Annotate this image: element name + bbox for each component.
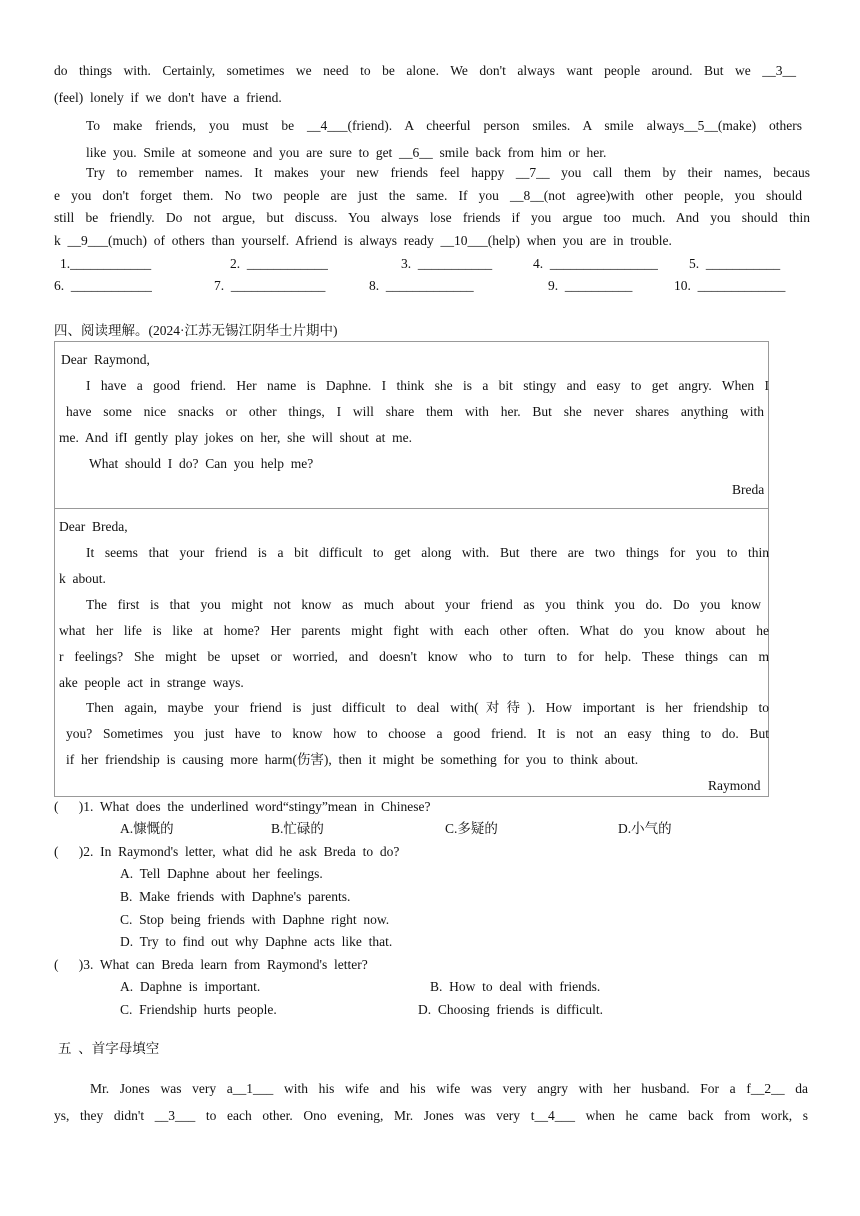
question-stem: ( )3. What can Breda learn from Raymond's letter? <box>54 957 368 972</box>
letter-greeting: Dear Raymond, <box>61 352 150 367</box>
letter-line: Then again, maybe your friend is just difficult to deal with(对待). How important is her friendship to <box>86 700 769 715</box>
option[interactable]: D. Try to find out why Daphne acts like that. <box>120 934 393 949</box>
letter-line: you? Sometimes you just have to know how to choose a good friend. It is not an easy thing to do. But <box>66 726 769 741</box>
answer-blank-8[interactable]: 8. _____________ <box>369 278 474 293</box>
option[interactable]: D.小气的 <box>618 821 672 836</box>
letter-signature: Raymond <box>708 778 761 793</box>
answer-blank-4[interactable]: 4. ________________ <box>533 256 658 271</box>
option[interactable]: D. Choosing friends is difficult. <box>418 1002 603 1017</box>
section-heading: 四、阅读理解。(2024·江苏无锡江阴华士片期中) <box>54 323 338 338</box>
answer-blank-7[interactable]: 7. ______________ <box>214 278 326 293</box>
passage-line: e you don't forget them. No two people are just the same. If you __8__(not agree)with other people, you should <box>54 188 802 203</box>
letter-greeting: Dear Breda, <box>59 519 128 534</box>
letter-line: me. And ifI gently play jokes on her, she will shout at me. <box>59 430 413 445</box>
answer-blank-10[interactable]: 10. _____________ <box>674 278 786 293</box>
letter-line: what her life is like at home? Her parents might fight with each other often. What do you know about he <box>59 623 769 638</box>
passage-line: like you. Smile at someone and you are sure to get __6__ smile back from him or her. <box>86 145 607 160</box>
option[interactable]: A.慷慨的 <box>120 821 174 836</box>
passage-line: ys, they didn't __3___ to each other. Ono evening, Mr. Jones was very t__4___ when he came back from work, s <box>54 1108 808 1123</box>
passage-line: To make friends, you must be __4___(friend). A cheerful person smiles. A smile always__5__(make) others <box>86 118 802 133</box>
letter-box <box>54 341 769 509</box>
passage-line: (feel) lonely if we don't have a friend. <box>54 90 282 105</box>
option[interactable]: B. Make friends with Daphne's parents. <box>120 889 351 904</box>
letter-line: have some nice snacks or other things, I will share them with her. But she never shares anything with <box>66 404 764 419</box>
letter-line: k about. <box>59 571 106 586</box>
letter-line: r feelings? She might be upset or worried, and doesn't know who to turn to for help. These things can m <box>59 649 769 664</box>
option[interactable]: C.多疑的 <box>445 821 498 836</box>
option[interactable]: B.忙碌的 <box>271 821 324 836</box>
letter-line: I have a good friend. Her name is Daphne. I think she is a bit stingy and easy to get angry. When I <box>86 378 769 393</box>
letter-line: What should I do? Can you help me? <box>89 456 314 471</box>
passage-line: do things with. Certainly, sometimes we need to be alone. We don't always want people around. But we __3__ <box>54 63 796 78</box>
answer-blank-2[interactable]: 2. ____________ <box>230 256 328 271</box>
passage-line: Try to remember names. It makes your new friends feel happy __7__ you call them by their names, becaus <box>86 165 810 180</box>
answer-blank-1[interactable]: 1.____________ <box>60 256 152 271</box>
section-heading: 五 、首字母填空 <box>58 1041 160 1056</box>
option[interactable]: B. How to deal with friends. <box>430 979 601 994</box>
answer-blank-5[interactable]: 5. ___________ <box>689 256 781 271</box>
answer-blank-6[interactable]: 6. ____________ <box>54 278 152 293</box>
letter-signature: Breda <box>732 482 765 497</box>
option[interactable]: A. Daphne is important. <box>120 979 261 994</box>
letter-line: The first is that you might not know as much about your friend as you think you do. Do you know <box>86 597 761 612</box>
letter-line: ake people act in strange ways. <box>59 675 244 690</box>
answer-blank-3[interactable]: 3. ___________ <box>401 256 493 271</box>
option[interactable]: C. Friendship hurts people. <box>120 1002 277 1017</box>
option[interactable]: A. Tell Daphne about her feelings. <box>120 866 323 881</box>
letter-line: It seems that your friend is a bit difficult to get along with. But there are two things for you to thin <box>86 545 769 560</box>
passage-line: still be friendly. Do not argue, but discuss. You always lose friends if you argue too much. And you should thin <box>54 210 810 225</box>
answer-blank-9[interactable]: 9. __________ <box>548 278 633 293</box>
passage-line: k __9___(much) of others than yourself. Afriend is always ready __10___(help) when you are in trouble. <box>54 233 672 248</box>
passage-line: Mr. Jones was very a__1___ with his wife and his wife was very angry with her husband. For a f__2__ da <box>90 1081 808 1096</box>
question-stem: ( )2. In Raymond's letter, what did he ask Breda to do? <box>54 844 400 859</box>
letter-line: if her friendship is causing more harm(伤害), then it might be something for you to think about. <box>66 752 639 767</box>
question-stem: ( )1. What does the underlined word“stingy”mean in Chinese? <box>54 799 431 814</box>
option[interactable]: C. Stop being friends with Daphne right now. <box>120 912 390 927</box>
